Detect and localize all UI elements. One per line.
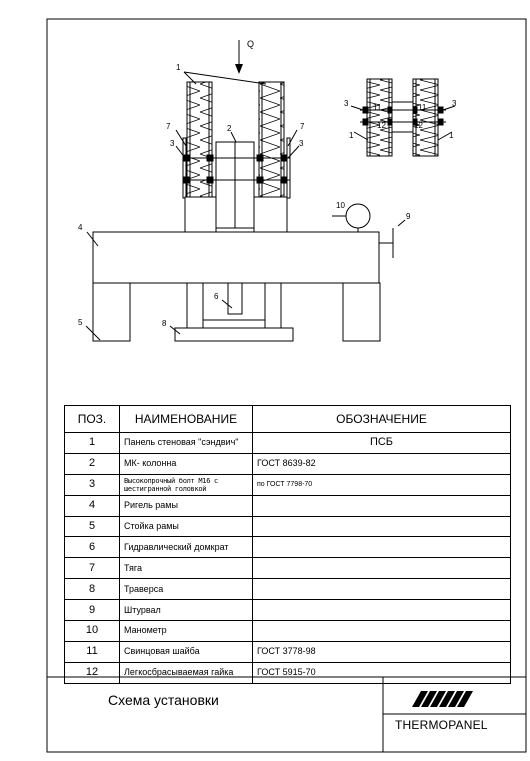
header-pos: ПОЗ. bbox=[65, 406, 120, 433]
detail-view bbox=[351, 79, 455, 156]
brand-name: THERMOPANEL bbox=[395, 718, 488, 732]
detail-callout-1-left: 1 bbox=[349, 131, 354, 140]
row-code: по ГОСТ 7798-70 bbox=[253, 474, 511, 495]
table-row bbox=[65, 621, 511, 642]
callout-3-left: 3 bbox=[170, 139, 175, 148]
callout-1: 1 bbox=[176, 63, 181, 72]
row-pos: 2 bbox=[65, 453, 120, 474]
row-name: Траверса bbox=[120, 579, 253, 600]
detail-callout-3-right: 3 bbox=[452, 99, 457, 108]
row-pos: 11 bbox=[65, 641, 120, 662]
hydraulic-jack bbox=[228, 283, 242, 314]
table-row bbox=[65, 433, 511, 454]
row-code: ПСБ bbox=[253, 433, 511, 454]
row-pos: 9 bbox=[65, 600, 120, 621]
callout-9: 9 bbox=[406, 212, 411, 221]
frame-beam bbox=[93, 232, 379, 283]
drawing-title: Схема установки bbox=[108, 692, 219, 708]
row-name: Тяга bbox=[120, 558, 253, 579]
table-row bbox=[65, 453, 511, 474]
detail-callout-12-right: 12 bbox=[414, 121, 423, 130]
frame-stand-left bbox=[93, 283, 130, 341]
row-name: Штурвал bbox=[120, 600, 253, 621]
row-pos: 8 bbox=[65, 579, 120, 600]
row-name: Манометр bbox=[120, 621, 253, 642]
callout-8: 8 bbox=[162, 319, 167, 328]
row-code bbox=[253, 558, 511, 579]
row-pos: 7 bbox=[65, 558, 120, 579]
row-name: Легкосбрасываемая гайка bbox=[120, 662, 253, 683]
detail-callout-12-left: 12 bbox=[377, 121, 386, 130]
row-pos: 1 bbox=[65, 433, 120, 454]
row-name: Гидравлический домкрат bbox=[120, 537, 253, 558]
frame-stand-right bbox=[343, 283, 380, 341]
detail-callout-3-left: 3 bbox=[344, 99, 349, 108]
row-pos: 12 bbox=[65, 662, 120, 683]
row-code bbox=[253, 579, 511, 600]
table-header-row bbox=[65, 406, 511, 433]
callout-2: 2 bbox=[227, 124, 232, 133]
table-row bbox=[65, 558, 511, 579]
row-code: ГОСТ 5915-70 bbox=[253, 662, 511, 683]
row-name: Ригель рамы bbox=[120, 495, 253, 516]
row-code bbox=[253, 516, 511, 537]
tie-rod-left bbox=[183, 138, 186, 198]
callout-6: 6 bbox=[214, 292, 219, 301]
row-code bbox=[253, 621, 511, 642]
table-row bbox=[65, 600, 511, 621]
detail-callout-11-left: 11 bbox=[373, 103, 382, 112]
row-code bbox=[253, 537, 511, 558]
row-code: ГОСТ 3778-98 bbox=[253, 641, 511, 662]
load-label: Q bbox=[247, 39, 255, 49]
table-row bbox=[65, 662, 511, 683]
row-code: ГОСТ 8639-82 bbox=[253, 453, 511, 474]
row-name: Свинцовая шайба bbox=[120, 641, 253, 662]
thermopanel-logo bbox=[412, 691, 473, 707]
specification-table bbox=[64, 405, 511, 684]
callout-5: 5 bbox=[78, 318, 83, 327]
row-code bbox=[253, 600, 511, 621]
row-name: Панель стеновая "сэндвич" bbox=[120, 433, 253, 454]
table-row bbox=[65, 495, 511, 516]
traverse bbox=[175, 328, 293, 341]
table-row bbox=[65, 516, 511, 537]
tie-rod-right bbox=[287, 138, 290, 198]
row-pos: 5 bbox=[65, 516, 120, 537]
callout-3-right: 3 bbox=[299, 139, 304, 148]
row-code bbox=[253, 495, 511, 516]
header-name: НАИМЕНОВАНИЕ bbox=[120, 406, 253, 433]
table-row bbox=[65, 641, 511, 662]
table-row bbox=[65, 579, 511, 600]
table-row bbox=[65, 537, 511, 558]
table-row bbox=[65, 474, 511, 495]
row-pos: 10 bbox=[65, 621, 120, 642]
installation-diagram bbox=[86, 40, 405, 341]
row-pos: 6 bbox=[65, 537, 120, 558]
title-block bbox=[47, 677, 526, 752]
callout-10: 10 bbox=[336, 201, 345, 210]
row-name: Высокопрочный болт М16 с шестигранной головкой bbox=[120, 474, 253, 495]
manometer bbox=[346, 204, 370, 228]
row-name: МК- колонна bbox=[120, 453, 253, 474]
detail-callout-11-right: 11 bbox=[418, 103, 427, 112]
callout-4: 4 bbox=[78, 223, 83, 232]
header-code: ОБОЗНАЧЕНИЕ bbox=[253, 406, 511, 433]
detail-callout-1-right: 1 bbox=[449, 131, 454, 140]
row-name: Стойка рамы bbox=[120, 516, 253, 537]
row-pos: 4 bbox=[65, 495, 120, 516]
callout-7-right: 7 bbox=[300, 122, 305, 131]
row-pos: 3 bbox=[65, 474, 120, 495]
callout-7-left: 7 bbox=[166, 122, 171, 131]
